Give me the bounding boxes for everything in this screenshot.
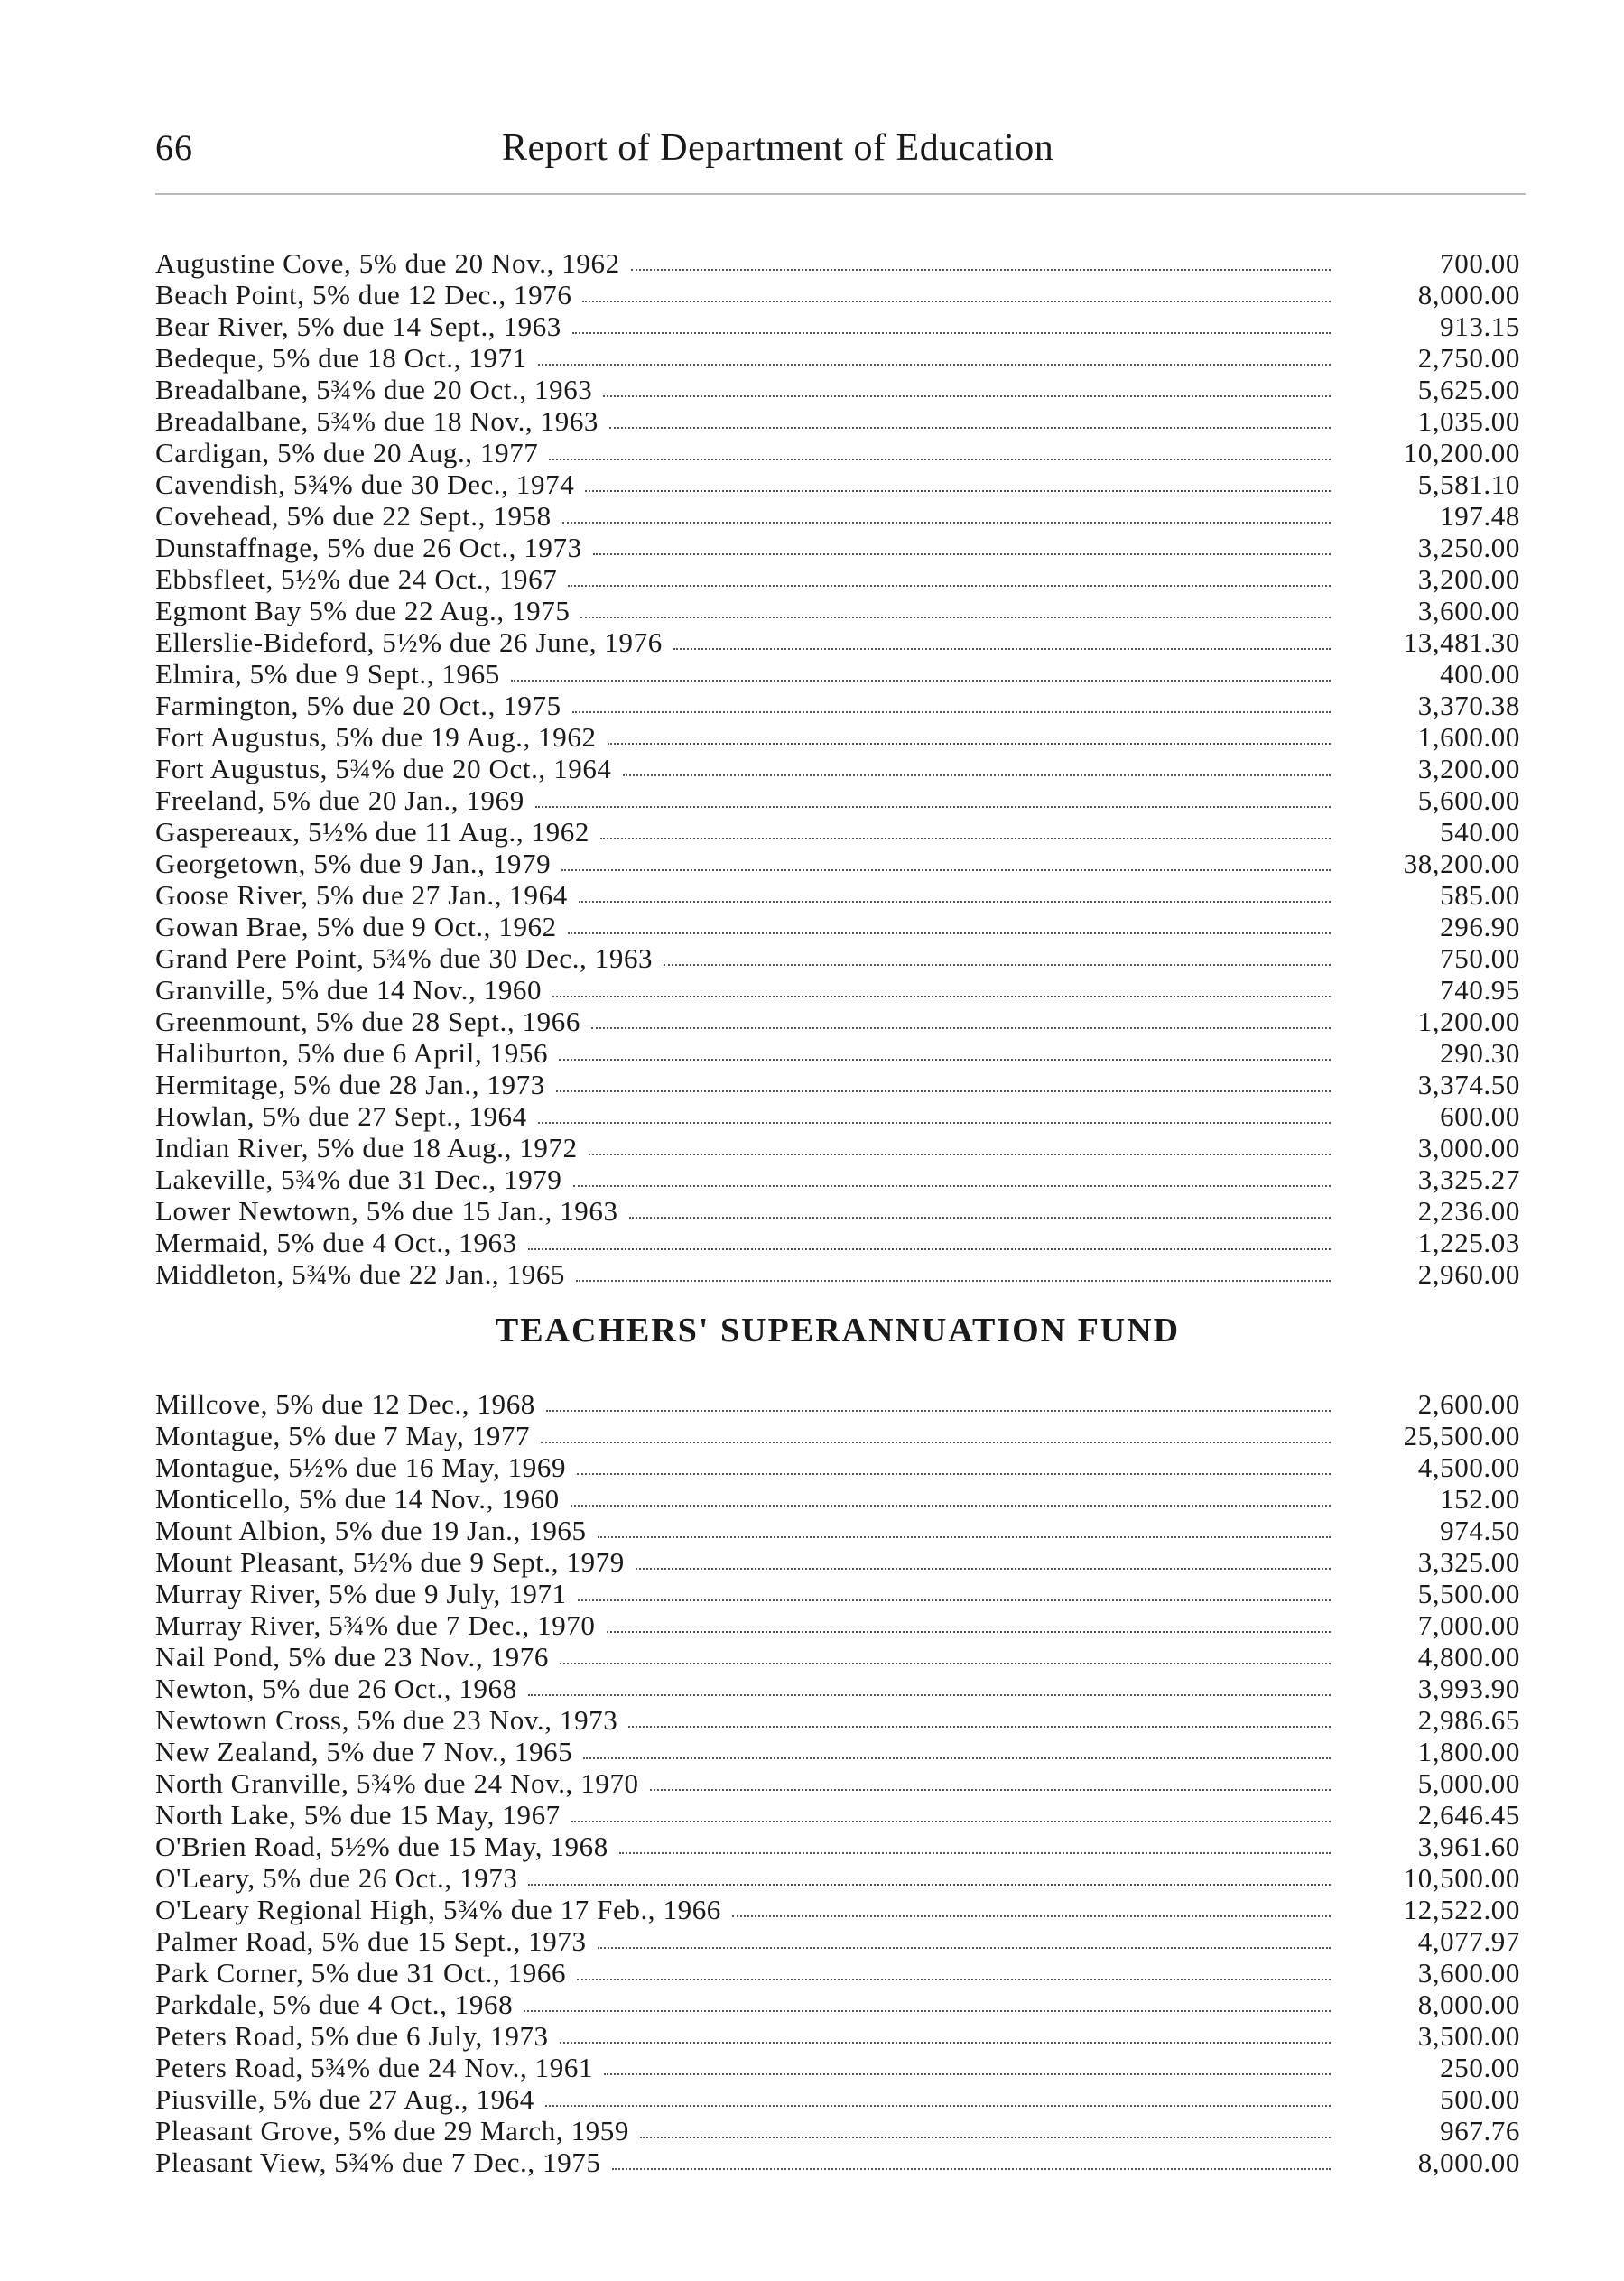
debenture-row bbox=[155, 595, 1520, 626]
dot-leader bbox=[580, 617, 1331, 618]
dot-leader bbox=[636, 1568, 1331, 1570]
debenture-name: Palmer Road, 5% due 15 Sept., 1973 bbox=[155, 1925, 587, 1957]
debenture-row bbox=[155, 1767, 1520, 1799]
debenture-amount: 5,000.00 bbox=[1417, 1767, 1520, 1799]
debenture-amount: 3,250.00 bbox=[1417, 532, 1520, 563]
debenture-amount: 10,200.00 bbox=[1403, 437, 1520, 468]
debenture-row bbox=[155, 1894, 1520, 1925]
debenture-name: O'Leary, 5% due 26 Oct., 1973 bbox=[155, 1862, 518, 1894]
dot-leader bbox=[593, 553, 1331, 555]
debenture-amount: 250.00 bbox=[1440, 2052, 1520, 2083]
debenture-name: Mount Pleasant, 5½% due 9 Sept., 1979 bbox=[155, 1546, 625, 1578]
debenture-amount: 3,325.00 bbox=[1417, 1546, 1520, 1578]
debenture-row bbox=[155, 342, 1520, 374]
dot-leader bbox=[560, 1663, 1331, 1664]
debenture-amount: 5,581.10 bbox=[1417, 468, 1520, 500]
debenture-row bbox=[155, 690, 1520, 721]
debenture-row bbox=[155, 279, 1520, 311]
debenture-amount: 5,600.00 bbox=[1417, 784, 1520, 816]
debenture-row bbox=[155, 1957, 1520, 1989]
debenture-row bbox=[155, 911, 1520, 942]
debenture-row bbox=[155, 848, 1520, 879]
debenture-row bbox=[155, 1227, 1520, 1258]
page-title: Report of Department of Education bbox=[502, 127, 1054, 169]
debenture-name: Montague, 5½% due 16 May, 1969 bbox=[155, 1451, 567, 1483]
dot-leader bbox=[568, 932, 1331, 934]
page-number: 66 bbox=[155, 127, 193, 168]
debenture-amount: 700.00 bbox=[1440, 247, 1520, 279]
debenture-row bbox=[155, 1862, 1520, 1894]
debenture-amount: 197.48 bbox=[1440, 500, 1520, 532]
debenture-name: Parkdale, 5% due 4 Oct., 1968 bbox=[155, 1989, 514, 2020]
debenture-row bbox=[155, 1831, 1520, 1862]
dot-leader bbox=[628, 1726, 1331, 1728]
debenture-row bbox=[155, 753, 1520, 784]
debenture-row bbox=[155, 1736, 1520, 1767]
dot-leader bbox=[609, 427, 1331, 429]
dot-leader bbox=[571, 1821, 1331, 1822]
debenture-row bbox=[155, 1420, 1520, 1451]
debenture-amount: 3,600.00 bbox=[1417, 1957, 1520, 1989]
debenture-name: Lakeville, 5¾% due 31 Dec., 1979 bbox=[155, 1164, 562, 1195]
dot-leader bbox=[664, 964, 1331, 966]
debenture-amount: 2,236.00 bbox=[1417, 1195, 1520, 1227]
debenture-name: Pleasant View, 5¾% due 7 Dec., 1975 bbox=[155, 2147, 601, 2178]
debenture-name: Newton, 5% due 26 Oct., 1968 bbox=[155, 1673, 517, 1704]
debenture-amount: 400.00 bbox=[1440, 658, 1520, 690]
debenture-row bbox=[155, 974, 1520, 1006]
debenture-name: Fort Augustus, 5¾% due 20 Oct., 1964 bbox=[155, 753, 612, 784]
debenture-row bbox=[155, 942, 1520, 974]
debenture-name: Fort Augustus, 5% due 19 Aug., 1962 bbox=[155, 721, 597, 753]
debenture-name: New Zealand, 5% due 7 Nov., 1965 bbox=[155, 1736, 573, 1767]
dot-leader bbox=[552, 996, 1331, 997]
debenture-name: Goose River, 5% due 27 Jan., 1964 bbox=[155, 879, 568, 911]
debenture-name: Elmira, 5% due 9 Sept., 1965 bbox=[155, 658, 500, 690]
debenture-amount: 3,325.27 bbox=[1417, 1164, 1520, 1195]
debenture-row bbox=[155, 1164, 1520, 1195]
debenture-name: Lower Newtown, 5% due 15 Jan., 1963 bbox=[155, 1195, 618, 1227]
debenture-amount: 1,035.00 bbox=[1417, 405, 1520, 437]
debenture-row bbox=[155, 2147, 1520, 2178]
dot-leader bbox=[579, 901, 1331, 903]
debenture-name: Egmont Bay 5% due 22 Aug., 1975 bbox=[155, 595, 571, 626]
debenture-row bbox=[155, 1641, 1520, 1673]
dot-leader bbox=[623, 774, 1331, 776]
debenture-amount: 4,500.00 bbox=[1417, 1451, 1520, 1483]
debenture-name: Millcove, 5% due 12 Dec., 1968 bbox=[155, 1388, 535, 1420]
dot-leader bbox=[511, 680, 1331, 682]
debenture-row bbox=[155, 1100, 1520, 1132]
debenture-name: Murray River, 5% due 9 July, 1971 bbox=[155, 1578, 567, 1609]
debenture-row bbox=[155, 2020, 1520, 2052]
debenture-amount: 1,200.00 bbox=[1417, 1006, 1520, 1037]
debenture-row bbox=[155, 721, 1520, 753]
debenture-name: Peters Road, 5% due 6 July, 1973 bbox=[155, 2020, 549, 2052]
debenture-row bbox=[155, 784, 1520, 816]
debenture-row bbox=[155, 532, 1520, 563]
debenture-amount: 290.30 bbox=[1440, 1037, 1520, 1069]
debenture-name: Piusville, 5% due 27 Aug., 1964 bbox=[155, 2083, 534, 2115]
dot-leader bbox=[598, 1536, 1331, 1538]
dot-leader bbox=[589, 1154, 1331, 1155]
debenture-row bbox=[155, 1704, 1520, 1736]
debenture-name: North Granville, 5¾% due 24 Nov., 1970 bbox=[155, 1767, 639, 1799]
debenture-row bbox=[155, 1989, 1520, 2020]
dot-leader bbox=[604, 2073, 1331, 2075]
dot-leader bbox=[598, 1947, 1331, 1949]
debenture-name: Georgetown, 5% due 9 Jan., 1979 bbox=[155, 848, 552, 879]
debenture-name: Peters Road, 5¾% due 24 Nov., 1961 bbox=[155, 2052, 594, 2083]
dot-leader bbox=[640, 2137, 1331, 2138]
debenture-name: Indian River, 5% due 18 Aug., 1972 bbox=[155, 1132, 578, 1164]
debenture-name: Cavendish, 5¾% due 30 Dec., 1974 bbox=[155, 468, 575, 500]
debenture-amount: 1,800.00 bbox=[1417, 1736, 1520, 1767]
debenture-row bbox=[155, 1451, 1520, 1483]
debenture-name: Covehead, 5% due 22 Sept., 1958 bbox=[155, 500, 552, 532]
dot-leader bbox=[577, 1473, 1331, 1475]
dot-leader bbox=[559, 1059, 1331, 1061]
debenture-amount: 500.00 bbox=[1440, 2083, 1520, 2115]
debenture-amount: 2,646.45 bbox=[1417, 1799, 1520, 1831]
debenture-name: Mermaid, 5% due 4 Oct., 1963 bbox=[155, 1227, 517, 1258]
debenture-name: O'Brien Road, 5½% due 15 May, 1968 bbox=[155, 1831, 608, 1862]
debenture-row bbox=[155, 816, 1520, 848]
dot-leader bbox=[619, 1852, 1331, 1854]
debenture-amount: 3,200.00 bbox=[1417, 563, 1520, 595]
debenture-amount: 2,750.00 bbox=[1417, 342, 1520, 374]
debenture-name: Ebbsfleet, 5½% due 24 Oct., 1967 bbox=[155, 563, 558, 595]
dot-leader bbox=[545, 2105, 1331, 2107]
page-header bbox=[155, 126, 1526, 181]
debenture-name: Nail Pond, 5% due 23 Nov., 1976 bbox=[155, 1641, 549, 1673]
dot-leader bbox=[528, 1694, 1331, 1696]
debenture-name: Ellerslie-Bideford, 5½% due 26 June, 1976 bbox=[155, 626, 663, 658]
debenture-amount: 10,500.00 bbox=[1403, 1862, 1520, 1894]
debenture-amount: 2,960.00 bbox=[1417, 1258, 1520, 1290]
dot-leader bbox=[585, 490, 1331, 492]
debenture-row bbox=[155, 1546, 1520, 1578]
debenture-row bbox=[155, 1037, 1520, 1069]
debenture-name: Freeland, 5% due 20 Jan., 1969 bbox=[155, 784, 524, 816]
debenture-name: Montague, 5% due 7 May, 1977 bbox=[155, 1420, 531, 1451]
debenture-row bbox=[155, 468, 1520, 500]
debenture-row bbox=[155, 658, 1520, 690]
debenture-name: Hermitage, 5% due 28 Jan., 1973 bbox=[155, 1069, 545, 1100]
debenture-amount: 3,374.50 bbox=[1417, 1069, 1520, 1100]
debenture-amount: 152.00 bbox=[1440, 1483, 1520, 1515]
dot-leader bbox=[600, 838, 1331, 839]
debenture-amount: 3,961.60 bbox=[1417, 1831, 1520, 1862]
debenture-amount: 5,500.00 bbox=[1417, 1578, 1520, 1609]
dot-leader bbox=[568, 585, 1331, 587]
dot-leader bbox=[524, 2010, 1331, 2012]
dot-leader bbox=[577, 1979, 1331, 1980]
debenture-row bbox=[155, 1006, 1520, 1037]
dot-leader bbox=[612, 2168, 1331, 2170]
section-heading: TEACHERS' SUPERANNUATION FUND bbox=[495, 1312, 1181, 1349]
dot-leader bbox=[541, 1442, 1331, 1443]
dot-leader bbox=[556, 1090, 1331, 1092]
debenture-name: Gaspereaux, 5½% due 11 Aug., 1962 bbox=[155, 816, 589, 848]
debenture-row bbox=[155, 1515, 1520, 1546]
dot-leader bbox=[650, 1789, 1331, 1791]
debenture-amount: 967.76 bbox=[1440, 2115, 1520, 2147]
debenture-name: Mount Albion, 5% due 19 Jan., 1965 bbox=[155, 1515, 587, 1546]
dot-leader bbox=[576, 1280, 1331, 1282]
debenture-name: Newtown Cross, 5% due 23 Nov., 1973 bbox=[155, 1704, 618, 1736]
debenture-name: Beach Point, 5% due 12 Dec., 1976 bbox=[155, 279, 572, 311]
dot-leader bbox=[549, 459, 1331, 460]
debenture-row bbox=[155, 374, 1520, 405]
debenture-amount: 38,200.00 bbox=[1403, 848, 1520, 879]
header-rule bbox=[155, 193, 1526, 195]
debenture-amount: 3,600.00 bbox=[1417, 595, 1520, 626]
debenture-amount: 750.00 bbox=[1440, 942, 1520, 974]
debenture-name: North Lake, 5% due 15 May, 1967 bbox=[155, 1799, 561, 1831]
dot-leader bbox=[572, 332, 1331, 334]
debenture-row bbox=[155, 2052, 1520, 2083]
debenture-amount: 740.95 bbox=[1440, 974, 1520, 1006]
dot-leader bbox=[528, 1884, 1331, 1886]
debenture-amount: 8,000.00 bbox=[1417, 279, 1520, 311]
debenture-amount: 3,000.00 bbox=[1417, 1132, 1520, 1164]
debenture-amount: 585.00 bbox=[1440, 879, 1520, 911]
debenture-amount: 3,370.38 bbox=[1417, 690, 1520, 721]
debenture-row bbox=[155, 1195, 1520, 1227]
dot-leader bbox=[591, 1027, 1331, 1029]
debenture-amount: 913.15 bbox=[1440, 311, 1520, 342]
debenture-name: Pleasant Grove, 5% due 29 March, 1959 bbox=[155, 2115, 629, 2147]
dot-leader bbox=[673, 648, 1331, 650]
debenture-row bbox=[155, 879, 1520, 911]
dot-leader bbox=[583, 1757, 1331, 1759]
dot-leader bbox=[573, 1185, 1332, 1187]
dot-leader bbox=[561, 869, 1331, 871]
debenture-name: Greenmount, 5% due 28 Sept., 1966 bbox=[155, 1006, 580, 1037]
debenture-name: Park Corner, 5% due 31 Oct., 1966 bbox=[155, 1957, 567, 1989]
debenture-amount: 7,000.00 bbox=[1417, 1609, 1520, 1641]
debenture-row bbox=[155, 1673, 1520, 1704]
dot-leader bbox=[560, 2042, 1331, 2044]
debenture-name: Monticello, 5% due 14 Nov., 1960 bbox=[155, 1483, 560, 1515]
debenture-amount: 8,000.00 bbox=[1417, 2147, 1520, 2178]
debenture-name: Breadalbane, 5¾% due 18 Nov., 1963 bbox=[155, 405, 599, 437]
debenture-row bbox=[155, 2083, 1520, 2115]
debenture-list-b bbox=[155, 1388, 1520, 2178]
debenture-name: Breadalbane, 5¾% due 20 Oct., 1963 bbox=[155, 374, 593, 405]
dot-leader bbox=[571, 1505, 1331, 1507]
debenture-row bbox=[155, 1925, 1520, 1957]
debenture-row bbox=[155, 500, 1520, 532]
debenture-amount: 3,500.00 bbox=[1417, 2020, 1520, 2052]
debenture-amount: 3,200.00 bbox=[1417, 753, 1520, 784]
debenture-name: O'Leary Regional High, 5¾% due 17 Feb., 1966 bbox=[155, 1894, 721, 1925]
debenture-amount: 13,481.30 bbox=[1403, 626, 1520, 658]
debenture-amount: 5,625.00 bbox=[1417, 374, 1520, 405]
debenture-row bbox=[155, 437, 1520, 468]
debenture-row bbox=[155, 626, 1520, 658]
debenture-name: Granville, 5% due 14 Nov., 1960 bbox=[155, 974, 543, 1006]
debenture-row bbox=[155, 1799, 1520, 1831]
debenture-row bbox=[155, 1132, 1520, 1164]
dot-leader bbox=[603, 395, 1331, 397]
dot-leader bbox=[528, 1248, 1331, 1250]
debenture-name: Farmington, 5% due 20 Oct., 1975 bbox=[155, 690, 561, 721]
dot-leader bbox=[629, 1217, 1331, 1219]
debenture-name: Middleton, 5¾% due 22 Jan., 1965 bbox=[155, 1258, 566, 1290]
debenture-row bbox=[155, 1578, 1520, 1609]
debenture-row bbox=[155, 311, 1520, 342]
dot-leader bbox=[538, 1122, 1331, 1124]
debenture-row bbox=[155, 1069, 1520, 1100]
debenture-row bbox=[155, 405, 1520, 437]
debenture-name: Bear River, 5% due 14 Sept., 1963 bbox=[155, 311, 561, 342]
dot-leader bbox=[546, 1410, 1331, 1412]
debenture-name: Augustine Cove, 5% due 20 Nov., 1962 bbox=[155, 247, 620, 279]
debenture-amount: 3,993.90 bbox=[1417, 1673, 1520, 1704]
debenture-amount: 1,600.00 bbox=[1417, 721, 1520, 753]
debenture-row bbox=[155, 247, 1520, 279]
debenture-amount: 540.00 bbox=[1440, 816, 1520, 848]
debenture-row bbox=[155, 2115, 1520, 2147]
debenture-amount: 25,500.00 bbox=[1403, 1420, 1520, 1451]
debenture-amount: 600.00 bbox=[1440, 1100, 1520, 1132]
debenture-amount: 2,986.65 bbox=[1417, 1704, 1520, 1736]
debenture-amount: 296.90 bbox=[1440, 911, 1520, 942]
dot-leader bbox=[572, 711, 1331, 713]
debenture-amount: 4,077.97 bbox=[1417, 1925, 1520, 1957]
dot-leader bbox=[608, 743, 1331, 745]
debenture-amount: 8,000.00 bbox=[1417, 1989, 1520, 2020]
debenture-row bbox=[155, 563, 1520, 595]
dot-leader bbox=[631, 269, 1331, 271]
debenture-name: Bedeque, 5% due 18 Oct., 1971 bbox=[155, 342, 527, 374]
dot-leader bbox=[732, 1915, 1331, 1917]
dot-leader bbox=[578, 1599, 1331, 1601]
debenture-row bbox=[155, 1258, 1520, 1290]
debenture-row bbox=[155, 1483, 1520, 1515]
debenture-name: Cardigan, 5% due 20 Aug., 1977 bbox=[155, 437, 539, 468]
debenture-row bbox=[155, 1388, 1520, 1420]
debenture-name: Haliburton, 5% due 6 April, 1956 bbox=[155, 1037, 549, 1069]
dot-leader bbox=[562, 522, 1331, 524]
debenture-name: Grand Pere Point, 5¾% due 30 Dec., 1963 bbox=[155, 942, 654, 974]
debenture-name: Howlan, 5% due 27 Sept., 1964 bbox=[155, 1100, 527, 1132]
debenture-amount: 12,522.00 bbox=[1403, 1894, 1520, 1925]
debenture-name: Murray River, 5¾% due 7 Dec., 1970 bbox=[155, 1609, 596, 1641]
debenture-list-a bbox=[155, 247, 1520, 1290]
dot-leader bbox=[535, 806, 1331, 808]
dot-leader bbox=[582, 301, 1331, 302]
debenture-name: Dunstaffnage, 5% due 26 Oct., 1973 bbox=[155, 532, 582, 563]
debenture-amount: 1,225.03 bbox=[1417, 1227, 1520, 1258]
debenture-amount: 2,600.00 bbox=[1417, 1388, 1520, 1420]
debenture-amount: 974.50 bbox=[1440, 1515, 1520, 1546]
dot-leader bbox=[538, 364, 1331, 366]
debenture-name: Gowan Brae, 5% due 9 Oct., 1962 bbox=[155, 911, 557, 942]
debenture-amount: 4,800.00 bbox=[1417, 1641, 1520, 1673]
debenture-row bbox=[155, 1609, 1520, 1641]
dot-leader bbox=[607, 1631, 1332, 1633]
